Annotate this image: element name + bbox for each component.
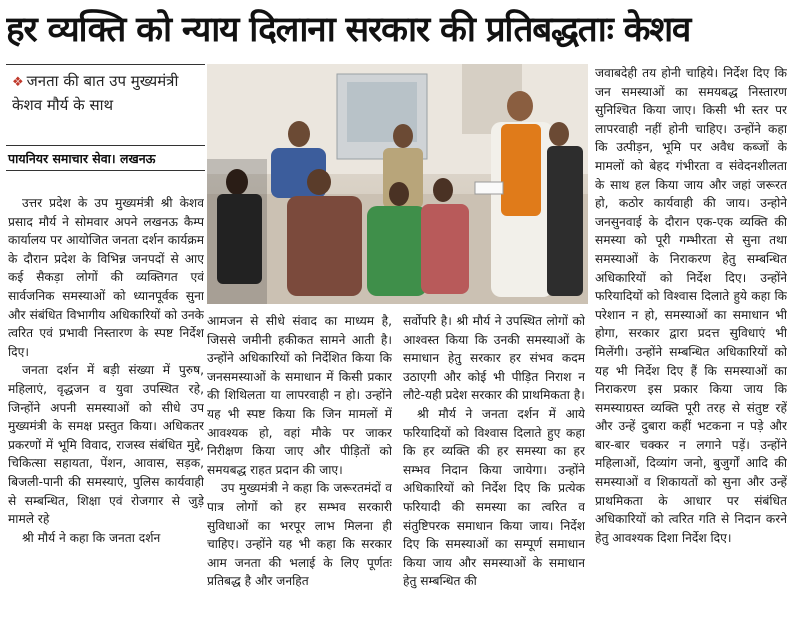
paragraph: उत्तर प्रदेश के उप मुख्यमंत्री श्री केशव प्रसाद मौर्य ने सोमवार अपने लखनऊ कैम्प कार्यालय पर आयोजित जनता दर्शन कार्यक्रम के दौरान प्रदेश के विभिन्न जनपदों से आए कई सैकड़ा लोगों की व्यक्तिगत एवं सार्वजनिक समस्याओं को ध्यानपूर्वक सुना और संबंधित विभागीय अधिकारियों को उनके त्वरित एवं प्रभावी निस्तारण के स्पष्ट निर्देश दिए। <box>8 196 204 359</box>
byline: पायनियर समाचार सेवा। लखनऊ <box>8 151 156 166</box>
kicker-text: जनता की बात उप मुख्यमंत्री केशव मौर्य के साथ <box>12 72 179 114</box>
article-column-2 <box>207 312 392 627</box>
kicker-bottom-rule <box>6 145 205 146</box>
article-column-1 <box>8 194 204 626</box>
kicker <box>12 70 202 117</box>
paragraph: उप मुख्यमंत्री ने कहा कि जरूरतमंदों व पात्र लोगों को हर सम्भव सरकारी सुविधाओं का भरपूर लाभ मिलना ही चाहिए। उन्होंने यह भी कहा कि सरकार आम जनता की भलाई के लिए पूर्णतः प्रतिबद्ध है और जनहित <box>207 481 392 589</box>
byline-rule <box>6 170 205 171</box>
paragraph: श्री मौर्य ने जनता दर्शन में आये फरियादियों को विश्वास दिलाते हुए कहा कि हर व्यक्ति की हर समस्या का हर सम्भव निदान किया जायेगा। उन्होंने अधिकारियों को निर्देश दिए कि प्रत्येक फरियादी की समस्या का त्वरित व संतुष्टिपरक समाधान किया जाय। निर्देश दिए कि समस्याओं का सम्पूर्ण समाधान किया जाय और समस्याओं के समाधान हेतु सम्बन्धित की <box>403 406 585 589</box>
news-photo <box>207 64 588 304</box>
article-column-3 <box>403 312 585 627</box>
paragraph: जवाबदेही तय होनी चाहिये। निर्देश दिए कि जन समस्याओं का समयबद्ध निस्तारण सुनिश्चित किया जाए। किसी भी स्तर पर लापरवाही नहीं होनी चाहिए। उन्होंने कहा कि उत्पीड़न, भूमि पर अवैध कब्जों के मामलों को बेहद गंभीरता व संवेदनशीलता के साथ हल किया जाय और जहां जरूरत हो, कठोर कार्यवाही की जाय। उन्होने जनसुनवाई के दौरान एक-एक व्यक्ति की समस्या को पूरी गम्भीरता से सुना तथा समस्याओं के निराकरण हेतु सम्बन्धित अधिकारियों को निर्देश दिए। उन्होंने फरियादियों को विश्वास दिलाते हुये कहा कि परेशान न हो, समस्याओं का समाधान भी होगा, सरकार द्वारा प्रदत्त सुविधाएं भी मिलेंगी। उन्होंने सम्बन्धित अधिकारियों को यह भी निर्देश दिए हैं कि समस्याओं का निराकरण इस प्रकार किया जाय कि समस्याग्रस्त व्यक्ति पूरी तरह से संतुष्ट रहें और उन्हें दुबारा कहीं भटकना न पड़े और बार-बार चक्कर न लगाने पड़ें। उन्होंने महिलाओं, दिव्यांग जनो, बुजुर्गों आदि की समस्याओं व शिकायतों को सुना और उन्हें प्राथमिकता के आधार पर संबंधित अधिकारियों को त्वरित गति से निदान करने हेतु आवश्यक दिशा निर्देश दिए। <box>595 66 787 545</box>
paragraph: जनता दर्शन में बड़ी संख्या में पुरुष, महिलाएं, वृद्धजन व युवा उपस्थित रहे, जिन्होंने अपनी समस्याओं को सीधे उप मुख्यमंत्री के समक्ष प्रस्तुत किया। अधिकतर प्रकरणों में भूमि विवाद, राजस्व संबंधित मुद्दे, चिकित्सा सहायता, पेंशन, आवास, सड़क, बिजली-पानी की समस्याएं, पुलिस कार्यवाही से सम्बन्धित, शिक्षा एवं रोजगार से जुड़े मामले रहे <box>8 363 204 527</box>
paragraph: श्री मौर्य ने कहा कि जनता दर्शन <box>22 530 161 545</box>
article-column-4 <box>595 64 787 626</box>
paragraph: सर्वोपरि है। श्री मौर्य ने उपस्थित लोगों को आश्वस्त किया कि उनकी समस्याओं के समाधान हेतु सरकार हर संभव कदम उठाएगी और कोई भी पीड़ित निराश न लौटे-यही प्रदेश सरकार की प्राथमिकता है। <box>403 314 585 403</box>
diamond-bullet-icon: ❖ <box>12 75 24 90</box>
paragraph: आमजन से सीधे संवाद का माध्यम है, जिससे जमीनी हकीकत सामने आती है। उन्होंने अधिकारियों को निर्देशित किया कि जनसमस्याओं के समाधान में किसी प्रकार की शिथिलता या लापरवाही न हो। उन्होंने यह भी स्पष्ट किया कि जिन मामलों में आवश्यक हो, वहां मौके पर जाकर निरीक्षण किया जाए और पीड़ितों को समयबद्ध राहत प्रदान की जाए। <box>207 314 392 477</box>
headline: हर व्यक्ति को न्याय दिलाना सरकार की प्रतिबद्धताः केशव <box>6 10 691 50</box>
kicker-top-rule <box>6 64 205 65</box>
photo-illustration <box>207 64 588 304</box>
